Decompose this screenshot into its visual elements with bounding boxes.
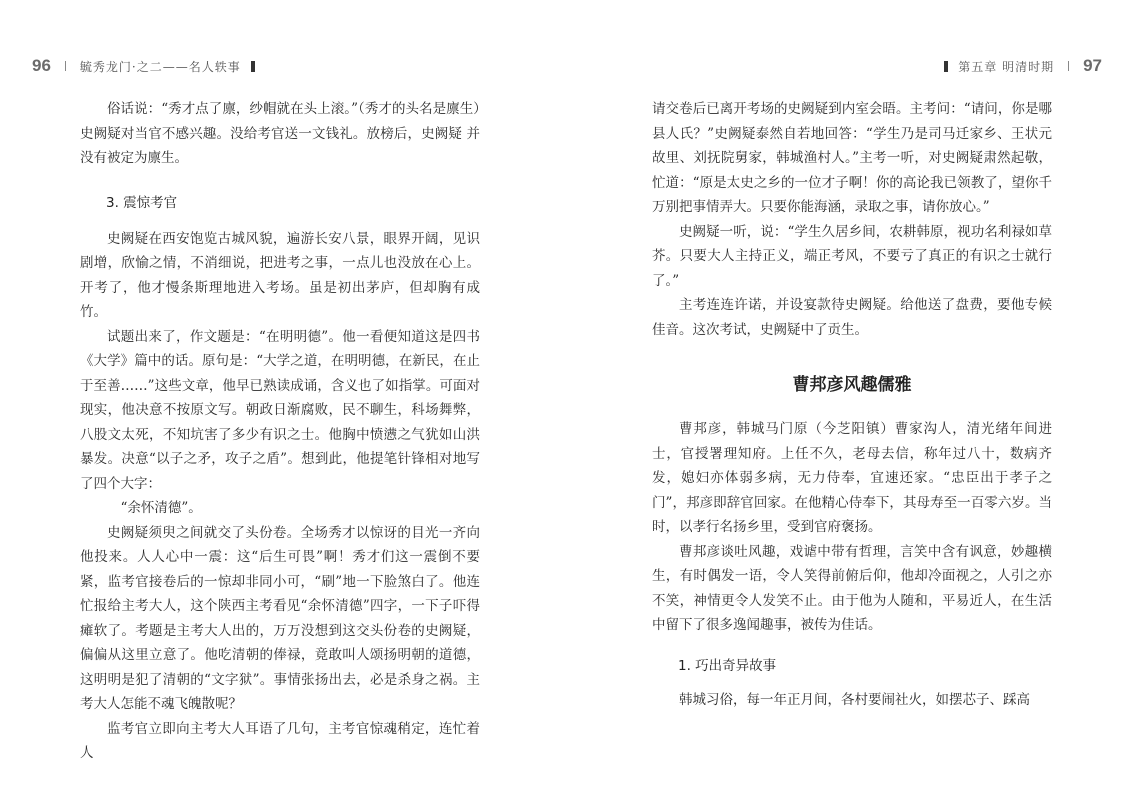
body-paragraph: 史阙疑在西安饱览古城风貌，遍游长安八景，眼界开阔，见识剧增，欣愉之情，不消细说，把进考之事，一点儿也没放在心上。开考了，他才慢条斯理地进入考场。虽是初出茅庐，但却胸有成竹。 — [80, 230, 480, 320]
body-paragraph: 曹邦彦，韩城马门原（今芝阳镇）曹家沟人，清光绪年间进士，官授署理知府。上任不久，老母去信，称年过八十，数病齐发，媳妇亦体弱多病，无力侍奉，宜速还家。“忠臣出于孝子之门”，邦彦即辞官回家。在他精心侍奉下，其母寿至一百零六岁。当时，以孝行名扬乡里，受到官府褒扬。 — [652, 421, 1052, 535]
body-paragraph: 请交卷后已离开考场的史阙疑到内室会晤。主考问：“请问，你是哪县人氏？”史阙疑泰然自若地回答：“学生乃是司马迁家乡、王状元故里、刘抚院舅家，韩城渔村人。”主考一听，对史阙疑肃然起敬，忙道：“原是太史之乡的一位才子啊！你的高论我已领教了，望你千万别把事情弄大。只要你能海涵，录取之事，请你放心。” — [652, 101, 1052, 215]
body-paragraph: 试题出来了，作文题是：“在明明德”。他一看便知道这是四书《大学》篇中的话。原句是：“大学之道，在明明德，在新民，在止于至善……”这些文章，他早已熟读成诵，含义也了如指掌。可面对现实，他决意不按原文写。朝政日渐腐败，民不聊生，科场舞弊，八股文太死，不知坑害了多少有识之士。他胸中愤懑之气犹如山洪暴发。决意“以子之矛，攻子之盾”。想到此，他提笔针锋相对地写了四个大字： — [80, 328, 480, 492]
body-paragraph: 监考官立即向主考大人耳语了几句，主考官惊魂稍定，连忙着人 — [80, 720, 480, 761]
header-separator — [1068, 61, 1069, 71]
left-page-body — [80, 97, 480, 766]
right-page — [566, 0, 1133, 799]
left-running-header — [32, 54, 265, 78]
body-paragraph: 史阙疑一听，说：“学生久居乡间，农耕韩原，视功名利禄如草芥。只要大人主持正义，端正考风，不要亏了真正的有识之士就行了。” — [652, 223, 1052, 289]
left-page-number: 96 — [32, 56, 51, 75]
header-block-mark — [944, 61, 948, 72]
right-running-head: 第五章 明清时期 — [958, 59, 1055, 74]
header-block-mark — [251, 61, 255, 72]
body-paragraph: 曹邦彦谈吐风趣，戏谑中带有哲理，言笑中含有讽意，妙趣横生，有时偶发一语，令人笑得前俯后仰，他却冷面视之，人引之亦不笑，神情更令人发笑不止。由于他为人随和，平易近人，在生活中留下了很多逸闻趣事，被传为佳话。 — [652, 543, 1052, 633]
quote-line: “余怀清德”。 — [120, 500, 202, 516]
body-paragraph: 史阙疑须臾之间就交了头份卷。全场秀才以惊讶的目光一齐向他投来。人人心中一震：这“后生可畏”啊！秀才们这一震倒不要紧，监考官接卷后的一惊却非同小可，“刷”地一下脸煞白了。他连忙报给主考大人，这个陕西主考看见“余怀清德”四字，一下子吓得瘫软了。考题是主考大人出的，万万没想到这交头份卷的史阙疑，偏偏从这里立意了。他吃清朝的俸禄，竟敢叫人颂扬明朝的道德，这明明是犯了清朝的“文字狱”。事情张扬出去，必是杀身之祸。主考大人怎能不魂飞魄散呢？ — [80, 524, 480, 712]
left-page — [0, 0, 566, 799]
right-running-header — [934, 54, 1102, 78]
body-paragraph: 俗话说：“秀才点了廪，纱帽就在头上滚。”（秀才的头名是廪生）史阙疑对当官不感兴趣。没给考官送一文钱礼。放榜后，史阙疑 并没有被定为廪生。 — [80, 101, 480, 166]
article-title: 曹邦彦风趣儒雅 — [792, 375, 912, 395]
left-running-head: 毓秀龙门·之二——名人轶事 — [79, 59, 241, 74]
section-heading: 3. 震惊考官 — [106, 194, 178, 211]
right-page-body — [652, 97, 1052, 712]
body-paragraph: 主考连连许诺，并设宴款待史阙疑。给他送了盘费，要他专候佳音。这次考试，史阙疑中了贡生。 — [652, 297, 1052, 338]
section-heading: 1. 巧出奇异故事 — [678, 657, 777, 674]
header-separator — [65, 61, 66, 71]
body-paragraph: 韩城习俗，每一年正月间，各村要闹社火，如摆芯子、踩高 — [679, 691, 1030, 708]
right-page-number: 97 — [1083, 56, 1102, 75]
